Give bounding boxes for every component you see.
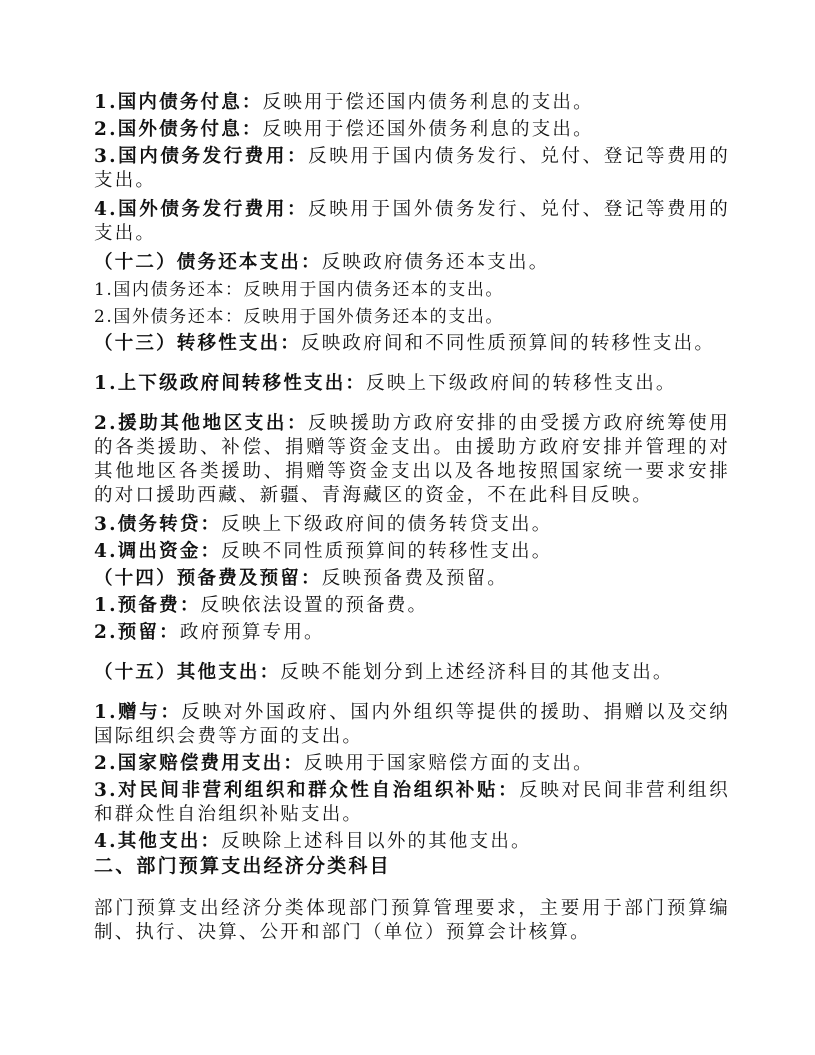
paragraph — [94, 540, 730, 564]
paragraph-body: 反映用于国内债务发行、兑付、登记等费用的支出。 — [94, 146, 730, 191]
paragraph-heading: 3.债务转贷： — [94, 514, 222, 535]
paragraph — [94, 594, 730, 618]
paragraph — [94, 412, 730, 508]
paragraph-body: 反映用于偿还国内债务利息的支出。 — [262, 92, 594, 113]
paragraph-body: 反映依法设置的预备费。 — [200, 595, 429, 616]
paragraph-heading: 4.其他支出： — [94, 831, 222, 852]
paragraph-body: 反映上下级政府间的债务转贷支出。 — [221, 514, 553, 535]
paragraph-body: 反映政府债务还本支出。 — [321, 252, 550, 273]
paragraph-heading: 4.国外债务发行费用： — [94, 199, 309, 220]
paragraph-heading: 1.赠与： — [94, 702, 182, 723]
paragraph-body: 反映对民间非营利组织和群众性自治组织补贴支出。 — [94, 780, 730, 825]
paragraph — [94, 372, 730, 396]
paragraph-body: 反映除上述科目以外的其他支出。 — [221, 831, 532, 852]
paragraph-heading: 2.国外债务付息： — [94, 119, 263, 140]
paragraph — [94, 332, 730, 356]
paragraph-body: 反映对外国政府、国内外组织等提供的援助、捐赠以及交纳国际组织会费等方面的支出。 — [94, 702, 730, 747]
paragraph-heading: （十三）转移性支出： — [94, 333, 302, 354]
paragraph-heading: 2.国外债务还本： — [94, 307, 244, 327]
paragraph-body: 反映不同性质预算间的转移性支出。 — [221, 541, 553, 562]
paragraph — [94, 198, 730, 246]
paragraph — [94, 513, 730, 537]
paragraph-heading: 2.国家赔偿费用支出： — [94, 753, 305, 774]
paragraph — [94, 701, 730, 749]
paragraph-body: 反映用于偿还国外债务利息的支出。 — [262, 119, 594, 140]
paragraph — [94, 567, 730, 591]
paragraph — [94, 779, 730, 827]
document-page — [94, 91, 730, 945]
paragraph — [94, 118, 730, 142]
paragraph — [94, 661, 730, 685]
paragraph — [94, 752, 730, 776]
paragraph-body: 反映政府间和不同性质预算间的转移性支出。 — [301, 333, 716, 354]
paragraph-heading: 4.调出资金： — [94, 541, 222, 562]
paragraph-heading: 2.预留： — [94, 622, 180, 643]
paragraph-body: 反映预备费及预留。 — [321, 568, 509, 589]
paragraph-body: 反映不能划分到上述经济科目的其他支出。 — [280, 662, 674, 683]
paragraph-heading: 1.上下级政府间转移性支出： — [94, 373, 367, 394]
paragraph — [94, 621, 730, 645]
paragraph-heading: 2.援助其他地区支出： — [94, 413, 309, 434]
paragraph — [94, 91, 730, 115]
paragraph-body: 反映用于国外债务还本的支出。 — [243, 307, 505, 327]
paragraph-heading: 1.国内债务还本： — [94, 280, 244, 300]
section-title: 二、部门预算支出经济分类科目 — [94, 855, 391, 877]
paragraph-heading: 1.预备费： — [94, 595, 201, 616]
paragraph-heading: （十二）债务还本支出： — [94, 252, 322, 273]
paragraph-body: 反映用于国内债务还本的支出。 — [243, 280, 505, 300]
paragraph — [94, 830, 730, 854]
paragraph — [94, 305, 730, 329]
paragraph-body: 反映用于国家赔偿方面的支出。 — [304, 753, 594, 774]
paragraph-heading: 3.国内债务发行费用： — [94, 146, 309, 167]
paragraph-heading: 3.对民间非营利组织和群众性自治组织补贴： — [94, 780, 520, 801]
paragraph-heading: 1.国内债务付息： — [94, 92, 263, 113]
paragraph — [94, 145, 730, 193]
paragraph-body: 反映上下级政府间的转移性支出。 — [366, 373, 677, 394]
paragraph — [94, 278, 730, 302]
paragraph-body: 反映用于国外债务发行、兑付、登记等费用的支出。 — [94, 199, 730, 244]
paragraph — [94, 251, 730, 275]
paragraph-heading: （十五）其他支出： — [94, 662, 281, 683]
closing-paragraph: 部门预算支出经济分类体现部门预算管理要求，主要用于部门预算编制、执行、决算、公开和部门（单位）预算会计核算。 — [94, 898, 730, 943]
paragraph-body: 反映援助方政府安排的由受援方政府统筹使用的各类援助、补偿、捐赠等资金支出。由援助方政府安排并管理的对其他地区各类援助、捐赠等资金支出以及各地按照国家统一要求安排的对口援助西藏、新疆、青海藏区的资金，不在此科目反映。 — [94, 413, 730, 506]
paragraph-body: 政府预算专用。 — [179, 622, 325, 643]
paragraph-heading: （十四）预备费及预留： — [94, 568, 322, 589]
